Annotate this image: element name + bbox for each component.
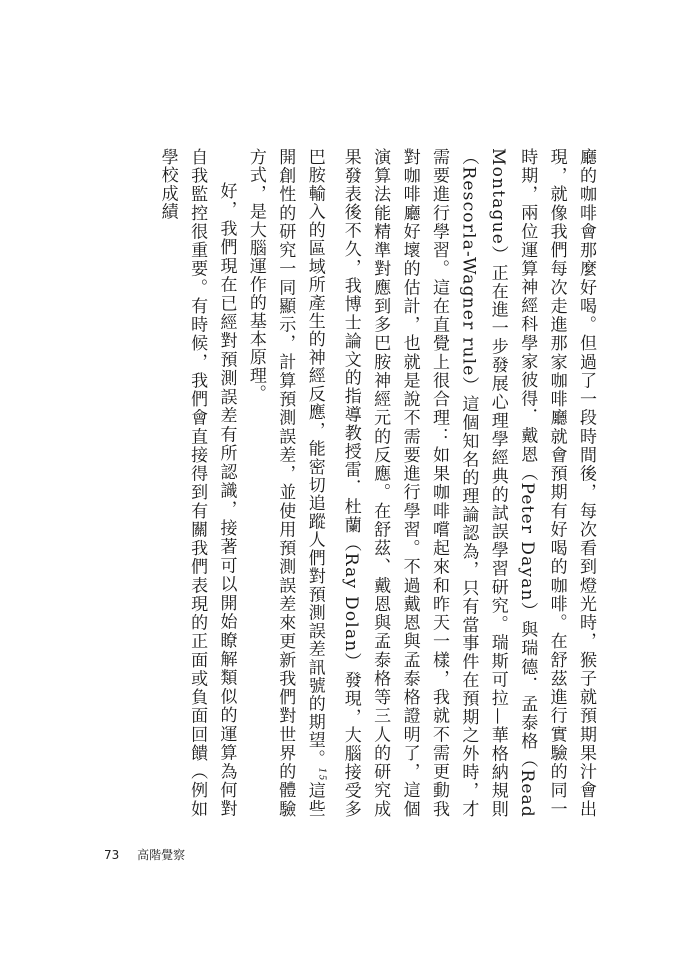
paragraph-2: 好，我們現在已經對預測誤差有所認識，接著可以開始瞭解類似的運算為何對自我監控很重要。有時候，我們會直接得到有關我們表現的正面或負面回饋（例如學校成績 — [157, 148, 237, 818]
vertical-text-block — [100, 148, 600, 818]
page-number: 73 — [104, 848, 120, 862]
paragraph-1 — [240, 148, 600, 818]
footnote-marker: 15 — [316, 767, 327, 782]
paragraph-1-text: 廳的咖啡會那麼好喝。但過了一段時間後，每次看到燈光時，猴子就預期果汁會出現，就像我們每次走進那家咖啡廳就會預期有好喝的咖啡。在舒茲進行實驗的同一時期，兩位運算神經科學家彼得．戴恩（Peter Dayan）與瑞德．孟泰格（Read Montague）正在進一步發展心理學經典的試誤學習研究。瑞斯可拉—華格納規則（Rescorla-Wagner rule）這個知名的理論認為，只有當事件在預期之外時，才需要進行學習。這在直覺上很合理：如果咖啡嚐起來和昨天一樣，我就不需更動我對咖啡廳好壞的估計，也就是說不需要進行學習。不過戴恩與孟泰格證明了，這個演算法能精準對應到多巴胺神經元的反應。在舒茲、戴恩與孟泰格等三人的研究成果發表後不久，我博士論文的指導教授雷．杜蘭（Ray Dolan）發現，大腦接受多巴胺輸入的區域所產生的神經反應，能密切追蹤人們對預測誤差訊號的期望。 — [304, 148, 596, 818]
paragraph-1-text-continued: 這些開創性的研究一同顯示，計算預測誤差，並使用預測誤差來更新我們對世界的體驗方式，是大腦運作的基本原理。 — [245, 148, 325, 818]
page-footer — [104, 846, 185, 863]
running-title: 高階覺察 — [137, 848, 186, 862]
